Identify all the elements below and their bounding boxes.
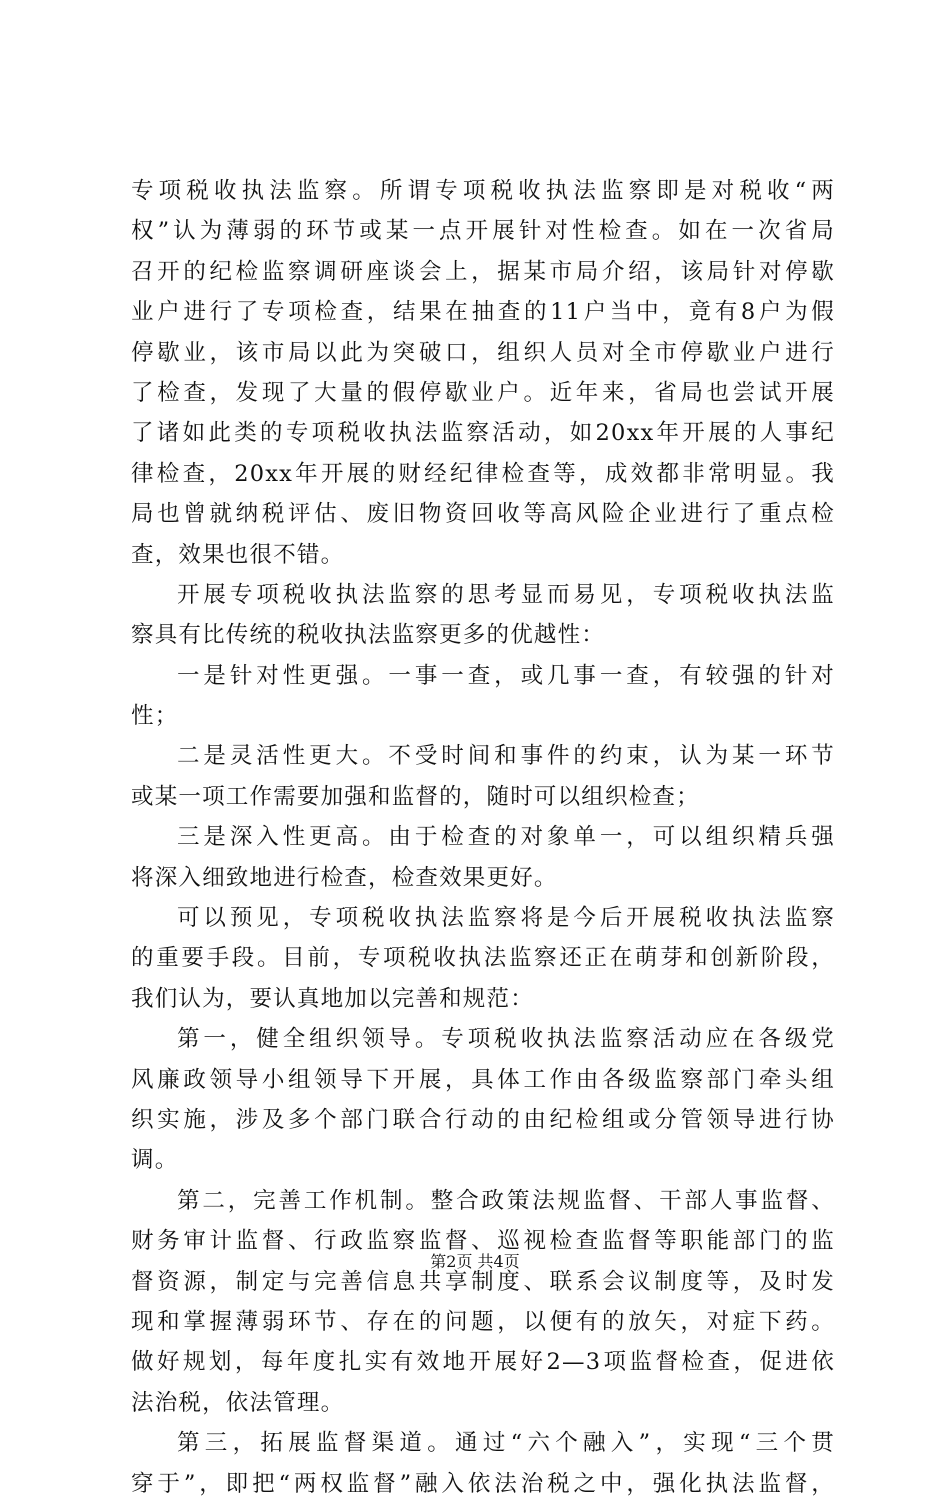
page-footer: 第2页 共4页 bbox=[430, 1252, 520, 1271]
text-line: 局也曾就纳税评估、废旧物资回收等高风险企业进行了重点检 bbox=[131, 501, 835, 528]
text-line: 了诸如此类的专项税收执法监察活动，如20xx年开展的人事纪 bbox=[131, 420, 835, 447]
text-line: 一是针对性更强。一事一查，或几事一查，有较强的针对 bbox=[177, 662, 835, 689]
text-line: 第二，完善工作机制。整合政策法规监督、干部人事监督、 bbox=[177, 1187, 835, 1214]
text-line: 第三，拓展监督渠道。通过“六个融入”，实现“三个贯 bbox=[177, 1430, 835, 1457]
text-line: 专项税收执法监察。所谓专项税收执法监察即是对税收“两 bbox=[131, 178, 835, 204]
text-line: 三是深入性更高。由于检查的对象单一，可以组织精兵强 bbox=[177, 824, 835, 851]
text-line: 停歇业，该市局以此为突破口，组织人员对全市停歇业户进行 bbox=[131, 339, 835, 366]
text-line: 开展专项税收执法监察的思考显而易见，专项税收执法监 bbox=[177, 581, 835, 608]
text-line: 财务审计监督、行政监察监督、巡视检查监督等职能部门的监 bbox=[131, 1228, 835, 1255]
text-line: 我们认为，要认真地加以完善和规范： bbox=[131, 985, 534, 1012]
text-line: 现和掌握薄弱环节、存在的问题，以便有的放矢，对症下药。 bbox=[131, 1308, 835, 1335]
text-line: 权”认为薄弱的环节或某一点开展针对性检查。如在一次省局 bbox=[131, 218, 835, 245]
text-line: 或某一项工作需要加强和监督的，随时可以组织检查； bbox=[131, 783, 700, 810]
text-line: 业户进行了专项检查，结果在抽查的11户当中，竟有8户为假 bbox=[131, 299, 835, 326]
text-line: 律检查，20xx年开展的财经纪律检查等，成效都非常明显。我 bbox=[131, 460, 835, 487]
text-line: 二是灵活性更大。不受时间和事件的约束，认为某一环节 bbox=[177, 743, 835, 770]
text-line: 督资源，制定与完善信息共享制度、联系会议制度等，及时发 bbox=[131, 1268, 835, 1295]
text-line: 查，效果也很不错。 bbox=[131, 541, 345, 568]
text-line: 风廉政领导小组领导下开展，具体工作由各级监察部门牵头组 bbox=[131, 1066, 835, 1093]
text-line: 可以预见，专项税收执法监察将是今后开展税收执法监察 bbox=[177, 905, 835, 932]
text-line: 第一，健全组织领导。专项税收执法监察活动应在各级党 bbox=[177, 1026, 835, 1053]
text-line: 了检查，发现了大量的假停歇业户。近年来，省局也尝试开展 bbox=[131, 379, 835, 406]
document-body bbox=[131, 171, 835, 1504]
text-line: 做好规划，每年度扎实有效地开展好2—3项监督检查，促进依 bbox=[131, 1349, 835, 1376]
text-line: 调。 bbox=[131, 1147, 179, 1174]
text-line: 察具有比传统的税收执法监察更多的优越性： bbox=[131, 622, 606, 649]
text-line: 织实施，涉及多个部门联合行动的由纪检组或分管领导进行协 bbox=[131, 1106, 835, 1133]
text-line: 穿于”，即把“两权监督”融入依法治税之中，强化执法监督， bbox=[131, 1470, 835, 1497]
text-line: 的重要手段。目前，专项税收执法监察还正在萌芽和创新阶段， bbox=[131, 945, 835, 972]
text-line: 召开的纪检监察调研座谈会上，据某市局介绍，该局针对停歇 bbox=[131, 258, 835, 285]
text-line: 将深入细致地进行检查，检查效果更好。 bbox=[131, 864, 558, 891]
text-line: 性； bbox=[131, 703, 179, 730]
text-line: 法治税，依法管理。 bbox=[131, 1389, 345, 1416]
